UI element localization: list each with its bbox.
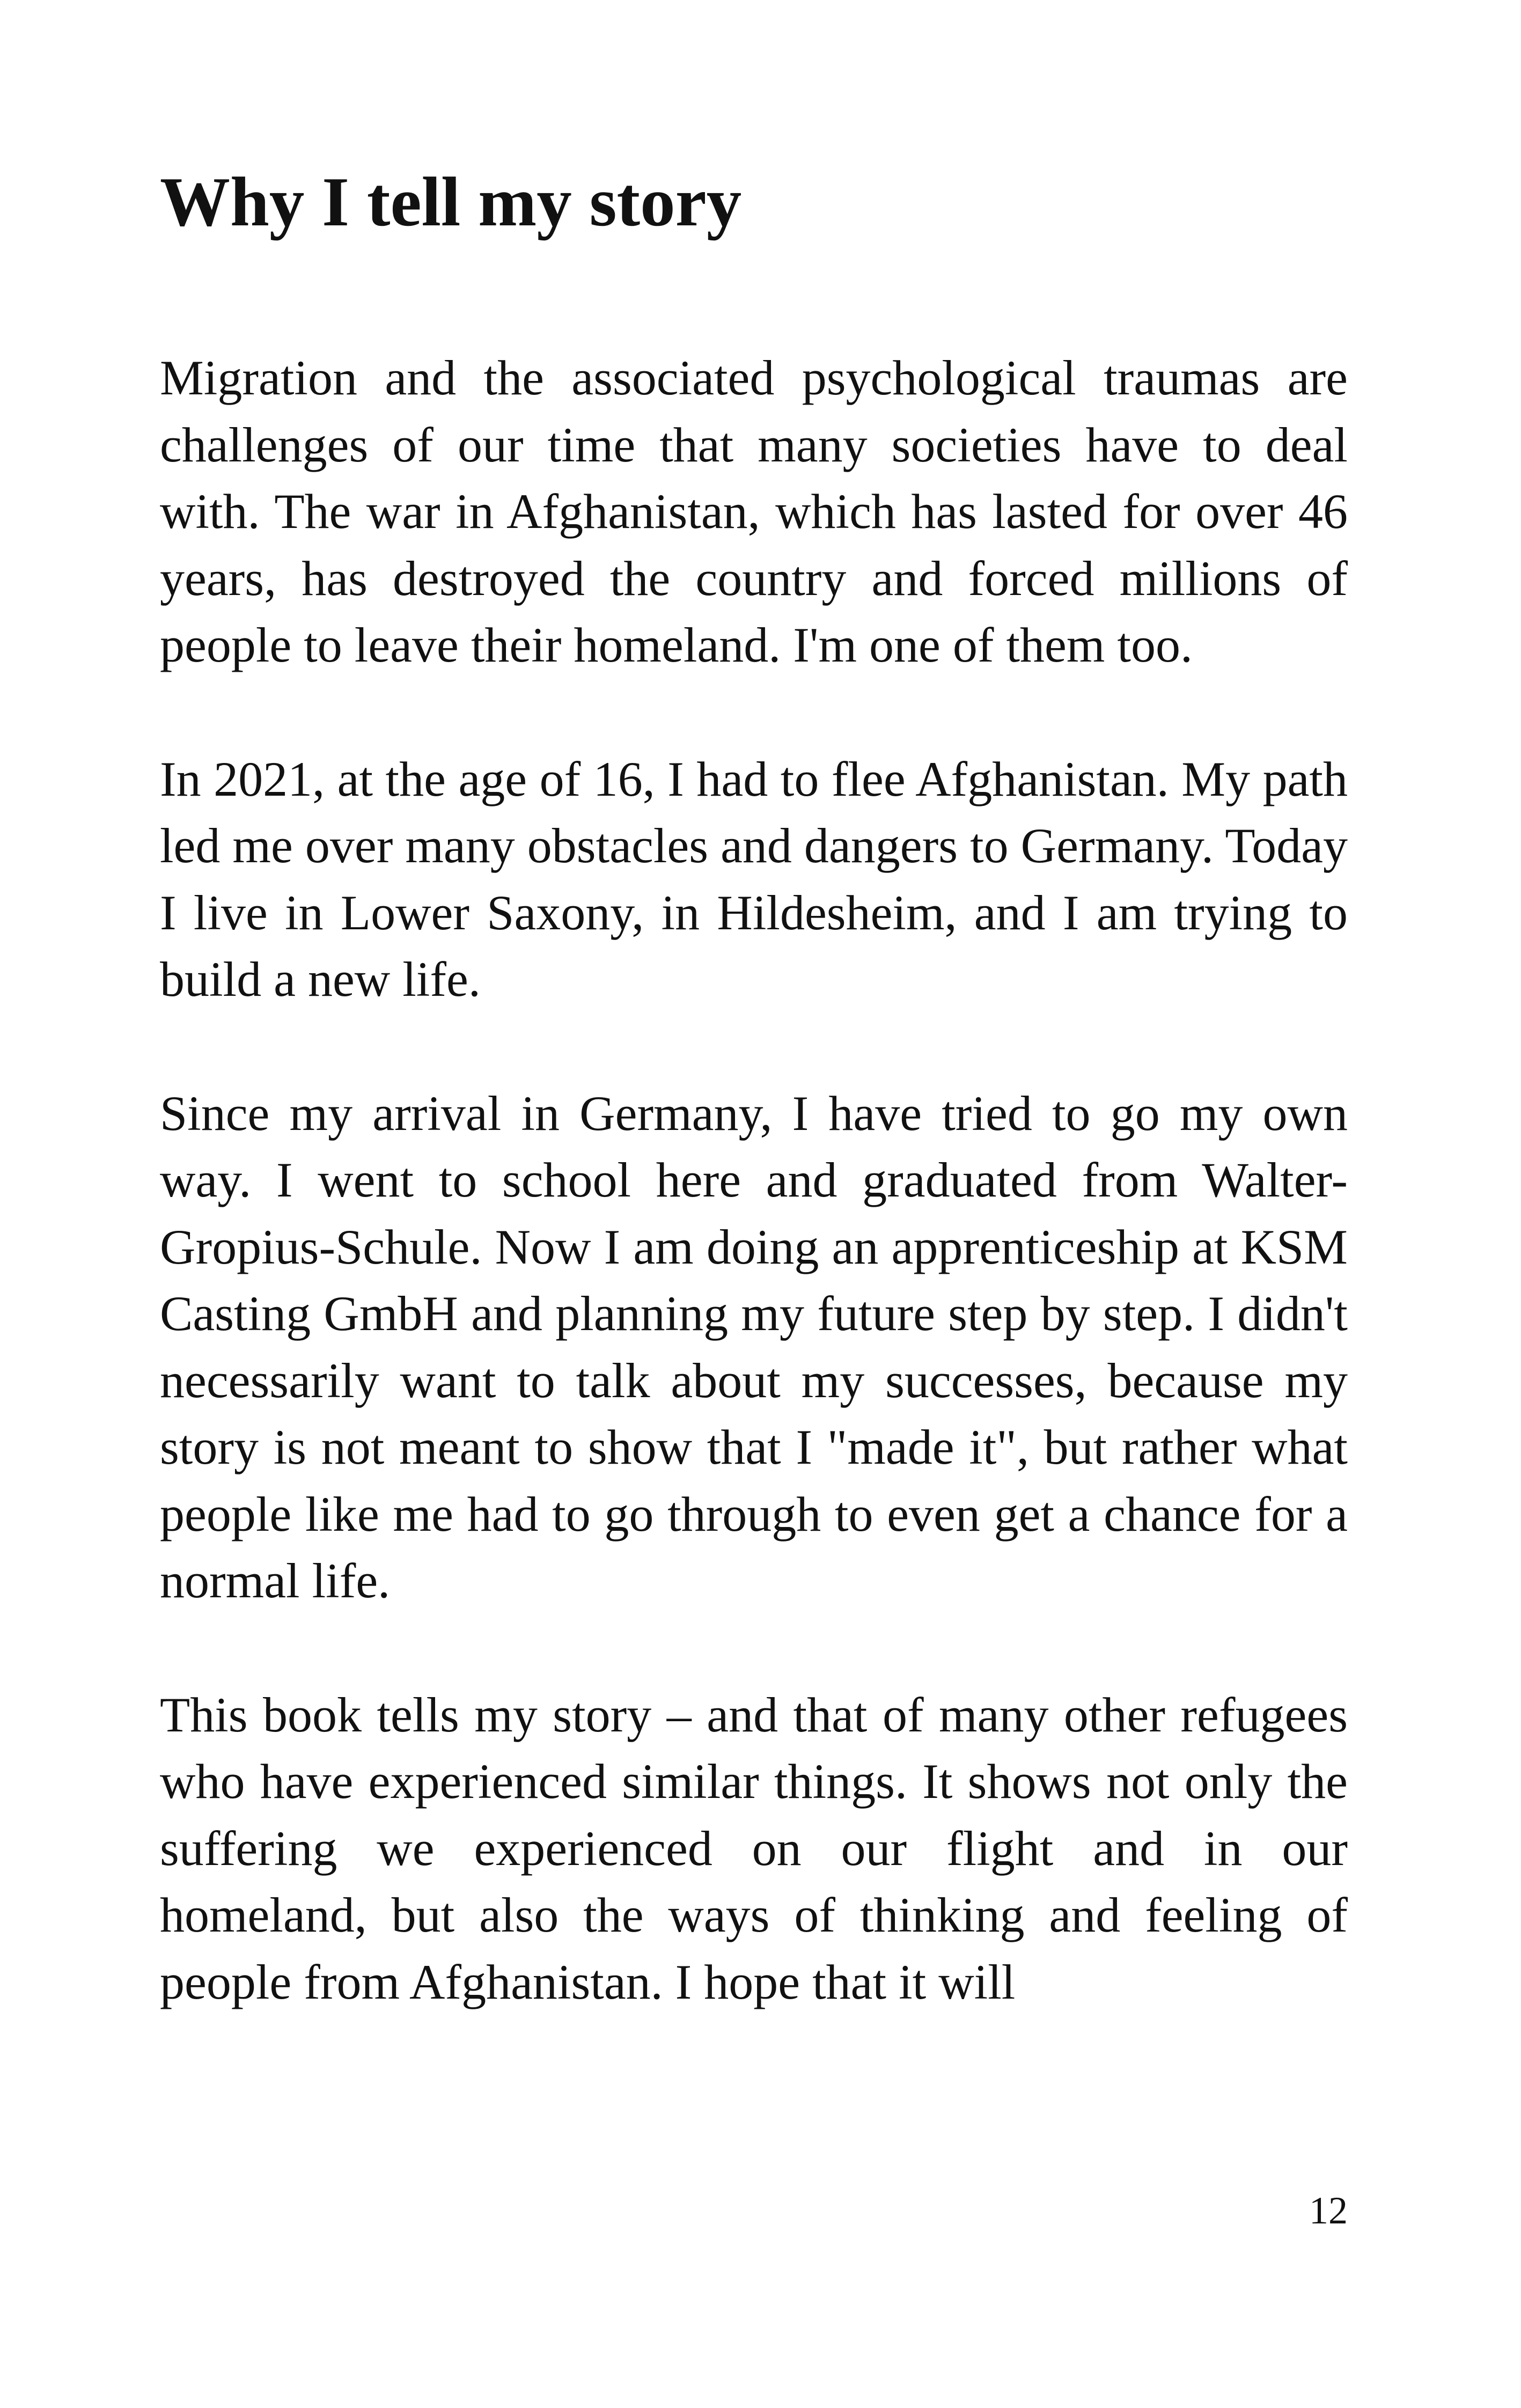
paragraph-life-in-germany: Since my arrival in Germany, I have tried to go my own way. I went to school here and graduated from Walter-Gropius-Schule. Now I am doing an apprenticeship at KSM Casting GmbH and planning my future step by step. I didn't necessarily want to talk about my successes, because my story is not meant to show that I "made it", but rather what people like me had to go through to even get a chance for a normal life. — [160, 1085, 1348, 1608]
page-content — [160, 157, 1348, 2015]
chapter-title: Why I tell my story — [160, 163, 742, 241]
paragraph-flight-2021: In 2021, at the age of 16, I had to flee Afghanistan. My path led me over many obstacles and dangers to Germany. Today I live in Lower Saxony, in Hildesheim, and I am trying to build a new life. — [160, 751, 1348, 1007]
paragraph-migration-intro: Migration and the associated psychological traumas are challenges of our time that many societies have to deal with. The war in Afghanistan, which has lasted for over 46 years, has destroyed the country and forced millions of people to leave their homeland. I'm one of them too. — [160, 350, 1348, 672]
page-number: 12 — [1309, 2189, 1348, 2232]
body-text — [160, 344, 1348, 2015]
paragraph-book-purpose: This book tells my story – and that of many other refugees who have experienced similar things. It shows not only the suffering we experienced on our flight and in our homeland, but also the ways of thinking and feeling of people from Afghanistan. I hope that it will — [160, 1687, 1348, 2009]
